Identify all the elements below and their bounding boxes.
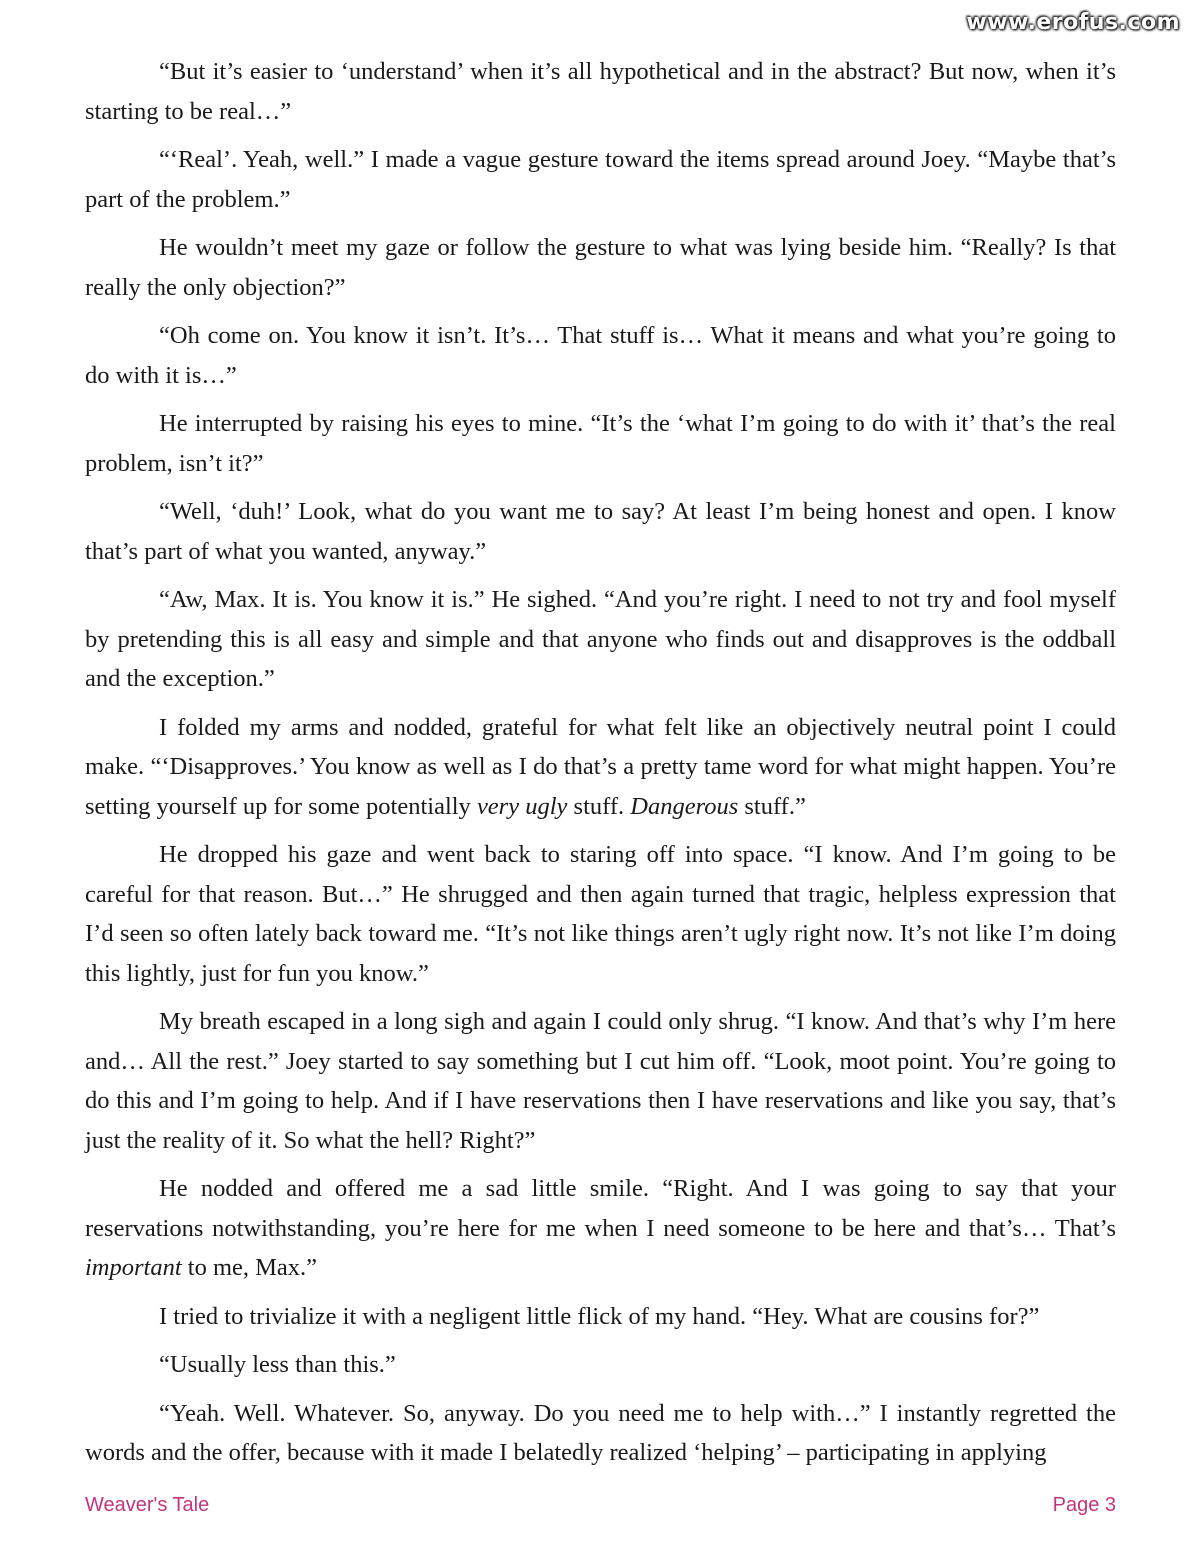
paragraph-text: He wouldn’t meet my gaze or follow the gesture to what was lying beside him. “Really? Is that really the only objection?” (85, 234, 1116, 301)
paragraph (85, 316, 1116, 395)
footer-title: Weaver's Tale (85, 1494, 210, 1516)
paragraph-text: stuff.” (738, 792, 806, 820)
paragraph-text: “Oh come on. You know it isn’t. It’s… That stuff is… What it means and what you’re going to do with it is…” (85, 322, 1116, 389)
paragraph-text: stuff. (567, 792, 631, 820)
paragraph-text: “‘Real’. Yeah, well.” I made a vague gesture toward the items spread around Joey. “Maybe that’s part of the problem.” (85, 146, 1116, 213)
italic-text: very ugly (476, 792, 568, 820)
paragraph (85, 1002, 1116, 1160)
page-number: Page 3 (1052, 1494, 1116, 1516)
italic-text: important (85, 1254, 182, 1281)
paragraph-text: “Aw, Max. It is. You know it is.” He sighed. “And you’re right. I need to not try and fool myself by pretending this is all easy and simple and that anyone who finds out and disapproves is the oddball and the exception.” (85, 586, 1116, 692)
paragraph-text: My breath escaped in a long sigh and again I could only shrug. “I know. And that’s why I’m here and… All the rest.” Joey started to say something but I cut him off. “Look, moot point. You’re going to do this and I’m going to help. And if I have reservations then I have reservations and like you say, that’s just the reality of it. So what the hell? Right?” (85, 1008, 1116, 1154)
italic-text: Dangerous (630, 792, 739, 820)
paragraph-text: I tried to trivialize it with a negligent little flick of my hand. “Hey. What are cousins for?” (159, 1302, 1040, 1330)
paragraph-text: “Usually less than this.” (159, 1351, 396, 1378)
paragraph (85, 492, 1116, 571)
paragraph-text: He interrupted by raising his eyes to mine. “It’s the ‘what I’m going to do with it’ that’s the real problem, isn’t it?” (85, 410, 1116, 477)
paragraph (85, 580, 1116, 699)
paragraph (85, 140, 1116, 219)
paragraph-text: to me, Max.” (181, 1254, 318, 1281)
paragraph-text: “Yeah. Well. Whatever. So, anyway. Do you need me to help with…” I instantly regretted the words and the offer, because with it made I belatedly realized ‘helping’ – participating in applying (85, 1399, 1116, 1466)
paragraph (85, 52, 1116, 131)
paragraph (85, 404, 1116, 483)
paragraph (85, 708, 1116, 827)
paragraph (85, 1345, 1116, 1385)
paragraph (85, 1297, 1116, 1337)
paragraph-text: “Well, ‘duh!’ Look, what do you want me to say? At least I’m being honest and open. I know that’s part of what you wanted, anyway.” (85, 498, 1116, 565)
paragraph (85, 835, 1116, 993)
paragraph-text: He nodded and offered me a sad little smile. “Right. And I was going to say that your reservations notwithstanding, you’re here for me when I need someone to be here and that’s… That’s (85, 1175, 1116, 1242)
watermark: www.erofus.com (966, 10, 1180, 35)
paragraph-text: I folded my arms and nodded, grateful for what felt like an objectively neutral point I could make. “‘Disapproves.’ You know as well as I do that’s a pretty tame word for what might happen. You’re setting yourself up for some potentially (85, 713, 1116, 820)
paragraph (85, 1169, 1116, 1288)
paragraph (85, 228, 1116, 307)
page-body (85, 52, 1116, 1482)
paragraph-text: “But it’s easier to ‘understand’ when it’s all hypothetical and in the abstract? But now, when it’s starting to be real…” (85, 58, 1116, 125)
paragraph (85, 1394, 1116, 1473)
paragraph-text: He dropped his gaze and went back to staring off into space. “I know. And I’m going to be careful for that reason. But…” He shrugged and then again turned that tragic, helpless expression that I’d seen so often lately back toward me. “It’s not like things aren’t ugly right now. It’s not like I’m doing this lightly, just for fun you know.” (85, 841, 1116, 987)
